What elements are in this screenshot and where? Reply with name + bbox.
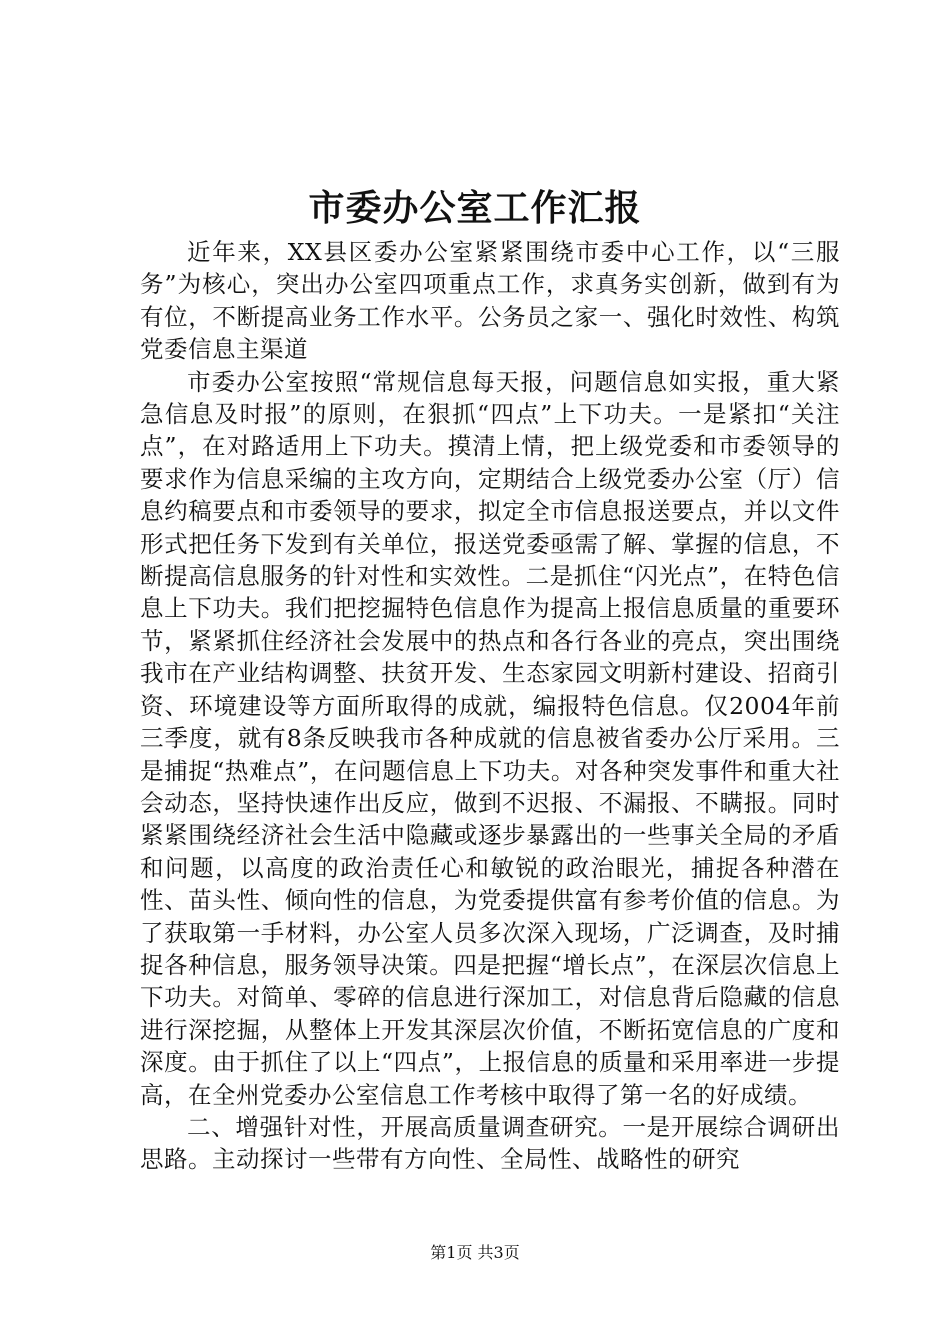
paragraph-intro: 近年来，XX县区委办公室紧紧围绕市委中心工作，以“三服务”为核心，突出办公室四项重点工作，求真务实创新，做到有为有位，不断提高业务工作水平。公务员之家一、强化时效性、构筑党委信息主渠道 bbox=[140, 238, 840, 364]
paragraph-research: 二、增强针对性，开展高质量调查研究。一是开展综合调研出思路。主动探讨一些带有方向性、全局性、战略性的研究 bbox=[140, 1112, 840, 1174]
paragraph-information-work: 市委办公室按照“常规信息每天报，问题信息如实报，重大紧急信息及时报”的原则，在狠抓“四点”上下功夫。一是紧扣“关注点”，在对路适用上下功夫。摸清上情，把上级党委和市委领导的要求作为信息采编的主攻方向，定期结合上级党委办公室（厅）信息约稿要点和市委领导的要求，拟定全市信息报送要点，并以文件形式把任务下发到有关单位，报送党委亟需了解、掌握的信息，不断提高信息服务的针对性和实效性。二是抓住“闪光点”，在特色信息上下功夫。我们把挖掘特色信息作为提高上报信息质量的重要环节，紧紧抓住经济社会发展中的热点和各行各业的亮点，突出围绕我市在产业结构调整、扶贫开发、生态家园文明新村建设、招商引资、环境建设等方面所取得的成就，编报特色信息。仅2004年前三季度，就有8条反映我市各种成就的信息被省委办公厅采用。三是捕捉“热难点”，在问题信息上下功夫。对各种突发事件和重大社会动态，坚持快速作出反应，做到不迟报、不漏报、不瞒报。同时紧紧围绕经济社会生活中隐藏或逐步暴露出的一些事关全局的矛盾和问题，以高度的政治责任心和敏锐的政治眼光，捕捉各种潜在性、苗头性、倾向性的信息，为党委提供富有参考价值的信息。为了获取第一手材料，办公室人员多次深入现场，广泛调查，及时捕捉各种信息，服务领导决策。四是把握“增长点”，在深层次信息上下功夫。对简单、零碎的信息进行深加工，对信息背后隐藏的信息进行深挖掘，从整体上开发其深层次价值，不断拓宽信息的广度和深度。由于抓住了以上“四点”，上报信息的质量和采用率进一步提高，在全州党委办公室信息工作考核中取得了第一名的好成绩。 bbox=[140, 367, 840, 1109]
document-body bbox=[140, 236, 840, 1176]
page-number-footer: 第1页 共3页 bbox=[430, 1243, 520, 1262]
document-title: 市委办公室工作汇报 bbox=[308, 187, 642, 229]
